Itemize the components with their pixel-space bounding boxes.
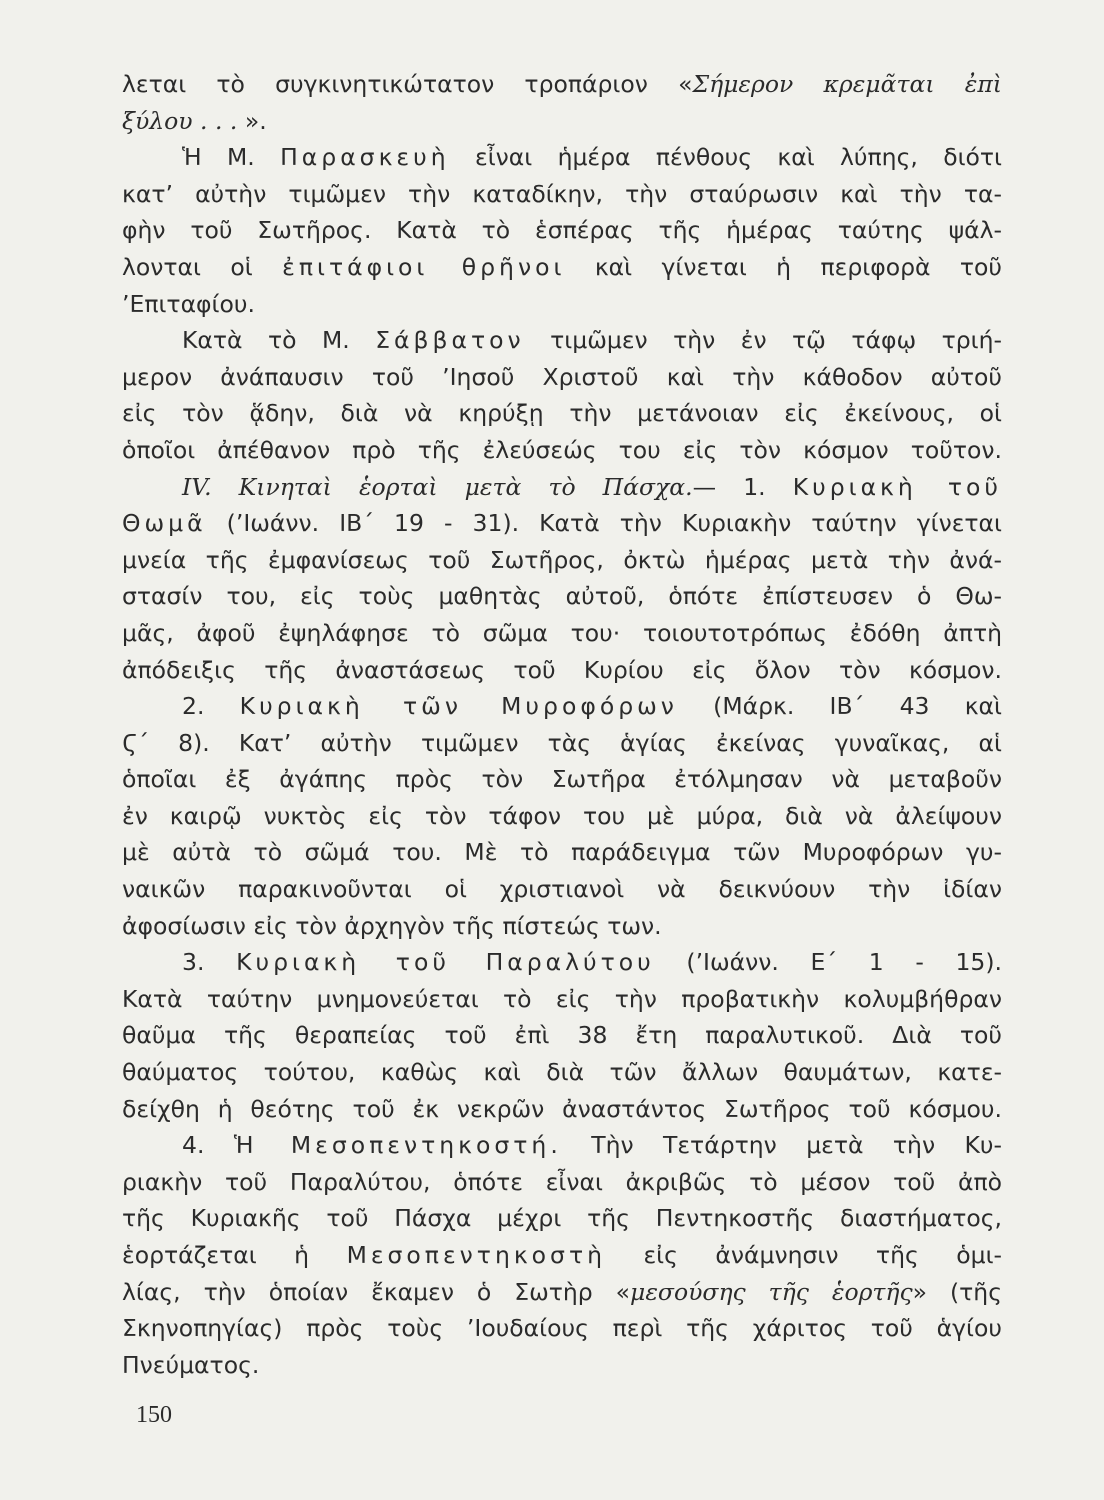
text-line: ἐν καιρῷ νυκτὸς εἰς τὸν τάφον του μὲ μύρα, διὰ νὰ ἀλείψουν — [122, 801, 1002, 830]
text-line: Θωμᾶ (’Ιωάνν. ΙΒ΄ 19 - 31). Κατὰ τὴν Κυριακὴν ταύτην γίνεται — [122, 509, 1002, 538]
text-line: λεται τὸ συγκινητικώτατον τροπάριον «Σήμερον κρεμᾶται ἐπὶ — [122, 70, 1002, 98]
text-line: ἀπόδειξις τῆς ἀναστάσεως τοῦ Κυρίου εἰς ὅλον τὸν κόσμον. — [122, 655, 1002, 684]
text-line: ριακὴν τοῦ Παραλύτου, ὁπότε εἶναι ἀκριβῶς τὸ μέσον τοῦ ἀπὸ — [122, 1167, 1002, 1196]
text-line: θαῦμα τῆς θεραπείας τοῦ ἐπὶ 38 ἔτη παραλυτικοῦ. Διὰ τοῦ — [122, 1021, 1002, 1050]
text-line: ναικῶν παρακινοῦνται οἱ χριστιανοὶ νὰ δεικνύουν τὴν ἰδίαν — [122, 875, 1002, 904]
text-line: ἀφοσίωσιν εἰς τὸν ἀρχηγὸν τῆς πίστεώς των. — [122, 911, 662, 940]
text-line: δείχθη ἡ θεότης τοῦ ἐκ νεκρῶν ἀναστάντος Σωτῆρος τοῦ κόσμου. — [122, 1094, 1002, 1123]
paragraph-start-line: Ἡ Μ. Παρασκευὴ εἶναι ἡμέρα πένθους καὶ λύπης, διότι — [182, 143, 1002, 172]
page-number: 150 — [136, 1402, 172, 1428]
text-line: λίας, τὴν ὁποίαν ἔκαμεν ὁ Σωτὴρ «μεσούσης τῆς ἑορτῆς» (τῆς — [122, 1277, 1002, 1306]
text-line: θαύματος τούτου, καθὼς καὶ διὰ τῶν ἄλλων θαυμάτων, κατε- — [122, 1058, 1002, 1087]
section-heading-line: IV. Κινηταὶ ἑορταὶ μετὰ τὸ Πάσχα.— 1. Κυριακὴ τοῦ — [182, 472, 1002, 501]
text-line: Πνεύματος. — [122, 1350, 260, 1379]
text-line: μερον ἀνάπαυσιν τοῦ ’Ιησοῦ Χριστοῦ καὶ τὴν κάθοδον αὐτοῦ — [122, 362, 1002, 391]
text-line: τῆς Κυριακῆς τοῦ Πάσχα μέχρι τῆς Πεντηκοστῆς διαστήματος, — [122, 1204, 1002, 1233]
text-line: μνεία τῆς ἐμφανίσεως τοῦ Σωτῆρος, ὀκτὼ ἡμέρας μετὰ τὴν ἀνά- — [122, 545, 1002, 574]
text-line: ὁποῖαι ἐξ ἀγάπης πρὸς τὸν Σωτῆρα ἐτόλμησαν νὰ μεταβοῦν — [122, 765, 1002, 794]
text-line: στασίν του, εἰς τοὺς μαθητὰς αὐτοῦ, ὁπότε ἐπίστευσεν ὁ Θω- — [122, 582, 1002, 611]
text-line: ἑορτάζεται ἡ Μεσοπεντηκοστὴ εἰς ἀνάμνησιν τῆς ὁμι- — [122, 1241, 1002, 1269]
body-text — [122, 66, 1002, 1383]
text-line: Ϛ΄ 8). Κατ’ αὐτὴν τιμῶμεν τὰς ἁγίας ἐκείνας γυναῖκας, αἱ — [122, 728, 1002, 757]
text-line: κατ’ αὐτὴν τιμῶμεν τὴν καταδίκην, τὴν σταύρωσιν καὶ τὴν τα- — [122, 179, 1002, 208]
text-line: ξύλου . . . ». — [122, 106, 267, 135]
text-line: ’Επιταφίου. — [122, 289, 255, 318]
text-line: Σκηνοπηγίας) πρὸς τοὺς ’Ιουδαίους περὶ τῆς χάριτος τοῦ ἁγίου — [122, 1314, 1002, 1343]
text-line: φὴν τοῦ Σωτῆρος. Κατὰ τὸ ἑσπέρας τῆς ἡμέρας ταύτης ψάλ- — [122, 216, 1002, 245]
text-line: μὲ αὐτὰ τὸ σῶμά του. Μὲ τὸ παράδειγμα τῶν Μυροφόρων γυ- — [122, 838, 1002, 867]
text-line: εἰς τὸν ᾅδην, διὰ νὰ κηρύξῃ τὴν μετάνοιαν εἰς ἐκείνους, οἱ — [122, 399, 1002, 428]
paragraph-start-line: Κατὰ τὸ Μ. Σάββατον τιμῶμεν τὴν ἐν τῷ τάφῳ τριή- — [182, 326, 1002, 355]
text-line: μᾶς, ἀφοῦ ἐψηλάφησε τὸ σῶμα του· τοιουτοτρόπως ἐδόθη ἀπτὴ — [122, 618, 1002, 647]
paragraph-start-line: 4. Ἡ Μεσοπεντηκοστή. Τὴν Τετάρτην μετὰ τὴν Κυ- — [182, 1131, 1002, 1160]
text-line: ὁποῖοι ἀπέθανον πρὸ τῆς ἐλεύσεώς του εἰς τὸν κόσμον τοῦτον. — [122, 435, 1002, 464]
text-line: Κατὰ ταύτην μνημονεύεται τὸ εἰς τὴν προβατικὴν κολυμβήθραν — [122, 984, 1002, 1013]
paragraph-start-line: 2. Κυριακὴ τῶν Μυροφόρων (Μάρκ. ΙΒ΄ 43 καὶ — [182, 692, 1002, 721]
text-line: λονται οἱ ἐπιτάφιοι θρῆνοι καὶ γίνεται ἡ περιφορὰ τοῦ — [122, 252, 1003, 281]
paragraph-start-line: 3. Κυριακὴ τοῦ Παραλύτου (’Ιωάνν. Ε΄ 1 - 15). — [182, 948, 1002, 977]
